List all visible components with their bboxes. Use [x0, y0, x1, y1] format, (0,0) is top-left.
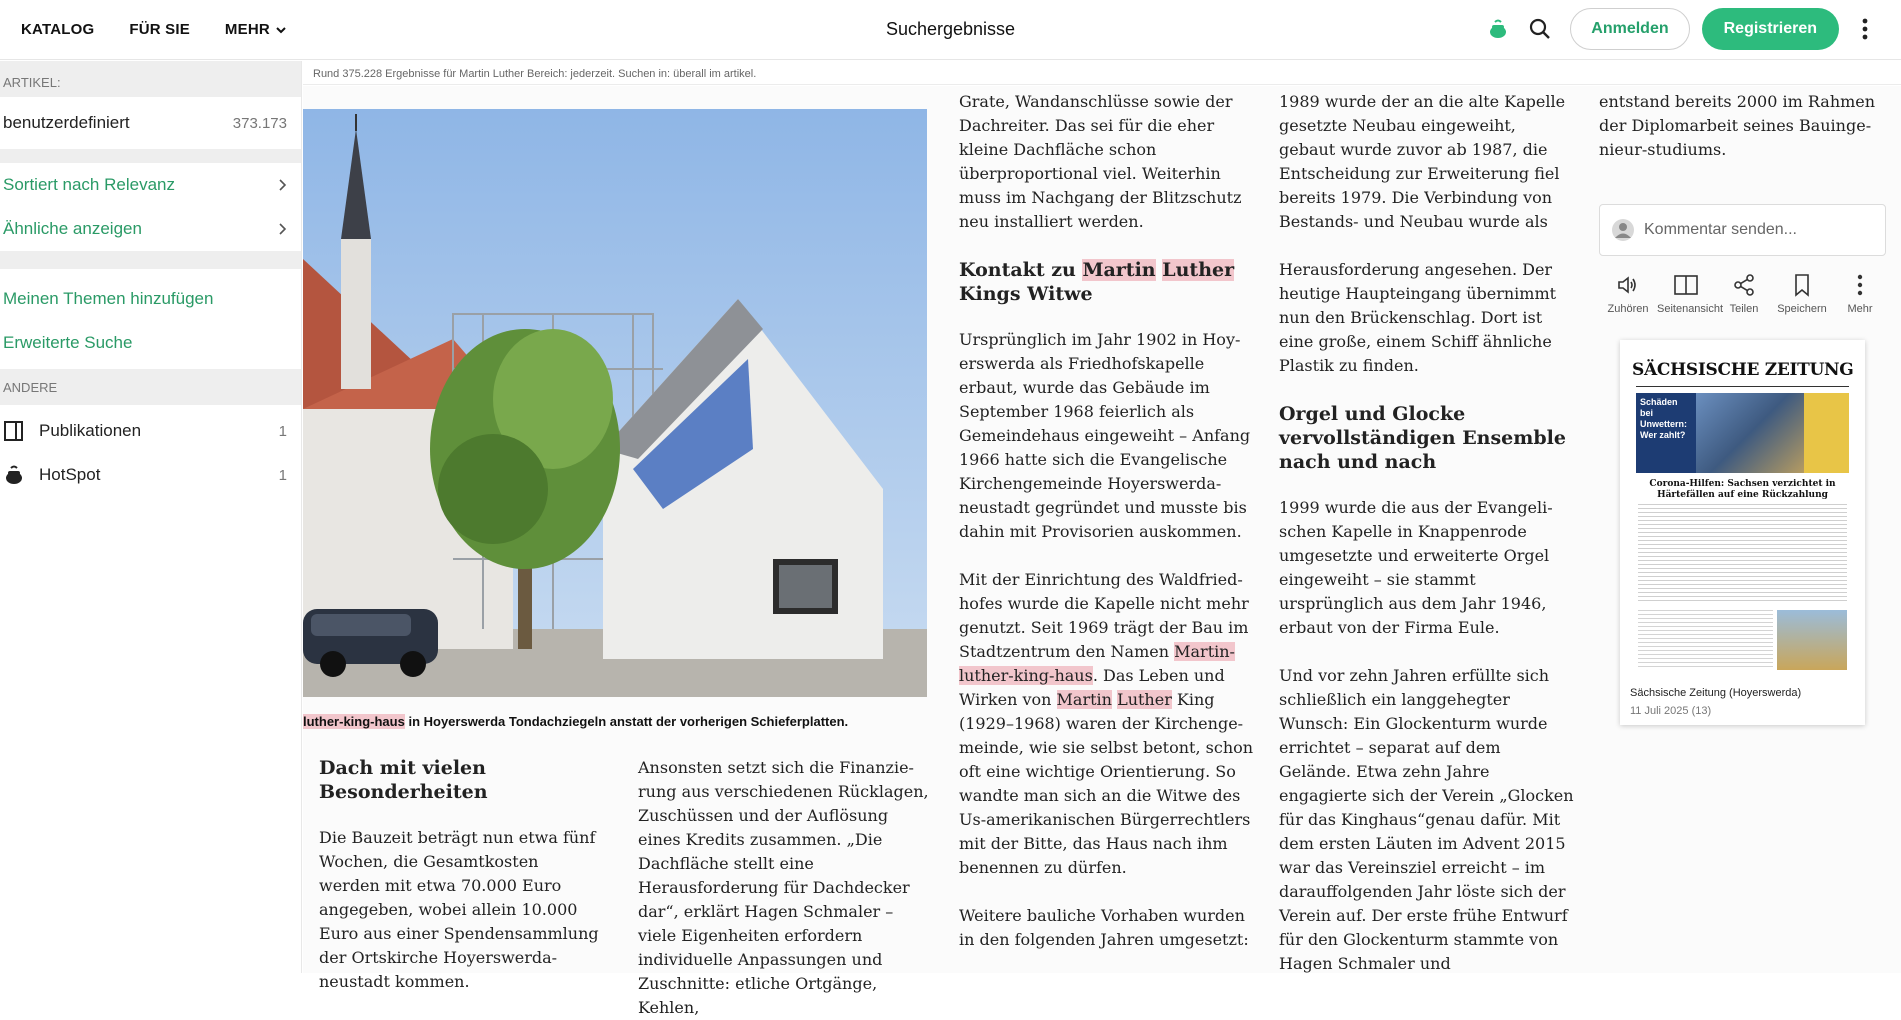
more-vertical-icon	[1857, 272, 1863, 298]
text-columns	[1638, 504, 1847, 604]
speaker-icon	[1616, 272, 1640, 298]
lower-teaser-text	[1638, 610, 1773, 670]
chevron-right-icon	[277, 222, 287, 236]
sort-relevance-label: Sortiert nach Relevanz	[3, 175, 175, 194]
section-heading-orgel: Orgel und Glocke vervollständigen Ensemble nach und nach	[1279, 403, 1566, 473]
show-similar[interactable]	[0, 207, 301, 251]
photo-caption	[303, 714, 927, 729]
caption-highlight: luther-king-haus	[303, 714, 405, 729]
bookmark-icon	[1792, 272, 1812, 298]
save-label: Speichern	[1777, 303, 1827, 315]
newspaper-masthead: SÄCHSISCHE ZEITUNG	[1632, 360, 1854, 380]
article-actions	[1599, 272, 1889, 315]
more-button[interactable]	[1831, 272, 1889, 315]
section-label-andere: ANDERE	[0, 369, 301, 405]
results-summary: Rund 375.228 Ergebnisse für Martin Luther Bereich: jederzeit. Suchen in: überall im artikel.	[303, 61, 1901, 85]
section-heading-kontakt	[959, 258, 1254, 306]
search-highlight: Luther	[1117, 690, 1172, 709]
add-to-topics-link[interactable]	[0, 277, 301, 321]
paragraph: Und vor zehn Jahren erfüllte sich schließlich ein langgehegter Wunsch: Ein Glockenturm wurde errichtet – separat auf dem Gelände. Etwa zehn Jahre engagierte sich der Verein „Glocken für das Kinghaus“genau dafür. Mit dem ersten Läuten im Advent 2015 war das Vereinsziel erreicht – im darauffolgenden Jahr löste sich der Verein auf. Der erste frühe Entwurf für den Glockenturm stammte von Hagen Schmaler und	[1279, 666, 1574, 973]
search-icon[interactable]	[1524, 13, 1556, 45]
listen-button[interactable]	[1599, 272, 1657, 315]
newspaper-thumbnail	[1632, 352, 1853, 682]
chevron-right-icon	[277, 178, 287, 192]
top-bar	[0, 0, 1901, 60]
article-column-3	[959, 90, 1254, 952]
advanced-search-label: Erweiterte Suche	[3, 333, 133, 352]
paragraph	[959, 568, 1254, 880]
filter-publications[interactable]	[0, 409, 301, 453]
search-highlight: Martin	[1082, 259, 1156, 281]
filter-publications-label: Publikationen	[39, 421, 142, 440]
nav-katalog[interactable]: KATALOG	[21, 21, 95, 38]
comment-input[interactable]	[1599, 204, 1886, 256]
newspaper-date: 11 Juli 2025 (13)	[1630, 705, 1712, 717]
advanced-search-link[interactable]	[0, 321, 301, 365]
teaser-headline: Schäden bei Unwettern: Wer zahlt?	[1636, 393, 1696, 473]
text: King (1929–1968) waren der Kirchengemeinde, wie sie selbst betont, schon oft eine wichtige Orientierung. So wandte man sich an die Witwe des Us-amerikanischen Bürgerrechtlers mit der Bitte, das Haus nach ihm benennen zu dürfen.	[959, 690, 1254, 877]
listen-label: Zuhören	[1607, 303, 1649, 315]
article-column-4	[1279, 90, 1577, 976]
paragraph: Ursprünglich im Jahr 1902 in Hoyerswerda als Friedhofskapelle erbaut, wurde das Gebäude im September 1968 feierlich als Gemeindehaus eingeweiht – Anfang 1966 hatte sich die Evangelische Kirchengemeinde Hoyerswerda-neustadt gegründet und musste bis dahin mit Provisorien auskommen.	[959, 330, 1251, 541]
more-label: Mehr	[1847, 303, 1873, 315]
section-heading-dach: Dach mit vielen Besonderheiten	[319, 757, 488, 803]
filter-custom-label: benutzerdefiniert	[3, 113, 130, 132]
hotspot-icon	[3, 463, 27, 487]
paragraph: Weitere bauliche Vorhaben wurden in den folgenden Jahren umgesetzt:	[959, 906, 1249, 949]
text: . Das Leben und Wirken von	[959, 666, 1225, 709]
header-actions	[1482, 8, 1881, 50]
chevron-down-icon	[276, 25, 286, 35]
filter-hotspot-count: 1	[278, 466, 287, 484]
article-column-5	[1599, 90, 1884, 162]
text: Mit der Einrichtung des Waldfriedhofes wurde die Kapelle nicht mehr genutzt. Seit 1969 trägt der Bau im Stadtzentrum den Namen	[959, 570, 1249, 661]
paragraph: entstand bereits 2000 im Rahmen der Diplomarbeit seines Bauingenieur-studiums.	[1599, 92, 1876, 159]
login-button[interactable]: Anmelden	[1570, 8, 1689, 50]
main-headline: Corona-Hilfen: Sachsen verzichtet in Härtefällen auf eine Rückzahlung	[1649, 479, 1836, 500]
front-teaser	[1636, 393, 1849, 473]
heading-text: Kings Witwe	[959, 283, 1093, 305]
filter-sidebar	[0, 61, 302, 973]
divider	[1636, 386, 1849, 387]
divider	[0, 149, 301, 163]
paragraph: Herausforderung angesehen. Der heutige Haupteingang übernimmt nun den Brückenschlag. Dort ist eine große, einem Schiff ähnliche Plastik zu finden.	[1279, 260, 1557, 375]
user-avatar-icon	[1612, 219, 1634, 241]
page-title: Suchergebnisse	[885, 19, 1016, 39]
lower-teasers	[1638, 610, 1847, 670]
nav-mehr[interactable]	[225, 21, 286, 38]
save-button[interactable]	[1773, 272, 1831, 315]
article-column-1	[319, 756, 604, 994]
comment-placeholder: Kommentar senden...	[1644, 221, 1797, 238]
nav-mehr-label: MEHR	[224, 21, 270, 38]
main-nav	[21, 21, 321, 38]
search-highlight: Martin	[1056, 690, 1112, 709]
search-highlight: Luther	[1162, 259, 1235, 281]
filter-custom-count: 373.173	[232, 114, 287, 132]
divider	[0, 251, 301, 269]
page-view-button[interactable]	[1657, 272, 1724, 315]
more-vertical-icon[interactable]	[1849, 13, 1881, 45]
caption-text: in Hoyerswerda Tondachziegeln anstatt der vorherigen Schieferplatten.	[404, 714, 849, 729]
paragraph: Ansonsten setzt sich die Finanzierung aus verschiedenen Rücklagen, Zuschüssen und der Auflösung eines Kredits zusammen. „Die Dachfläche stellt eine Herausforderung für Dachdecker dar“, erklärt Hagen Schmaler – viele Eigenheiten erfordern individuelle Anpassungen und Zuschnitte: etliche Ortgänge, Kehlen,	[638, 758, 929, 1017]
article-photo[interactable]	[303, 109, 927, 697]
filter-publications-count: 1	[278, 422, 287, 440]
article-column-2	[638, 756, 933, 1020]
newspaper-card[interactable]	[1620, 340, 1865, 725]
nav-fuer-sie[interactable]: FÜR SIE	[129, 21, 190, 38]
teaser-photo	[1696, 393, 1804, 473]
hotspot-icon[interactable]	[1482, 13, 1514, 45]
page-view-label: Seitenansicht	[1657, 303, 1724, 315]
lower-teaser-photo	[1777, 610, 1847, 670]
page-view-icon	[1673, 272, 1699, 298]
sort-relevance[interactable]	[0, 163, 301, 207]
paragraph: 1999 wurde die aus der Evangelischen Kapelle in Knappenrode umgesetzte und erweiterte Orgel eingeweiht – sie stammt ursprünglich aus dem Jahr 1946, erbaut von der Firma Eule.	[1279, 498, 1553, 637]
register-button[interactable]: Registrieren	[1702, 8, 1839, 50]
filter-custom[interactable]	[0, 97, 301, 149]
paragraph: Die Bauzeit beträgt nun etwa fünf Wochen, die Gesamtkosten werden mit etwa 70.000 Euro angegeben, wobei allein 10.000 Euro aus einer Spendensammlung der Ortskirche Hoyerswerda-neustadt kommen.	[319, 828, 599, 991]
filter-hotspot-label: HotSpot	[39, 465, 101, 484]
publication-icon	[3, 419, 27, 443]
teaser-side	[1804, 393, 1849, 473]
heading-text: Kontakt zu	[959, 259, 1083, 281]
paragraph: 1989 wurde der an die alte Kapelle gesetzte Neubau eingeweiht, gebaut wurde zuvor ab 1987, die Entscheidung zur Erweiterung fiel bereits 1979. Die Verbindung von Bestands- und Neubau wurde als	[1279, 92, 1566, 231]
show-similar-label: Ähnliche anzeigen	[3, 219, 142, 238]
newspaper-name: Sächsische Zeitung (Hoyerswerda)	[1630, 687, 1802, 699]
paragraph: Grate, Wandanschlüsse sowie der Dachreiter. Das sei für die eher kleine Dachfläche schon überproportional viel. Weiterhin muss im Nachgang der Blitzschutz neu installiert werden.	[959, 92, 1242, 231]
section-label-artikel: ARTIKEL:	[0, 61, 301, 97]
share-button[interactable]	[1715, 272, 1773, 315]
share-label: Teilen	[1729, 303, 1759, 315]
search-highlight: Martin-luther-king-haus	[959, 642, 1235, 685]
add-to-topics-label: Meinen Themen hinzufügen	[3, 289, 214, 308]
filter-hotspot[interactable]	[0, 453, 301, 497]
share-icon	[1732, 272, 1756, 298]
